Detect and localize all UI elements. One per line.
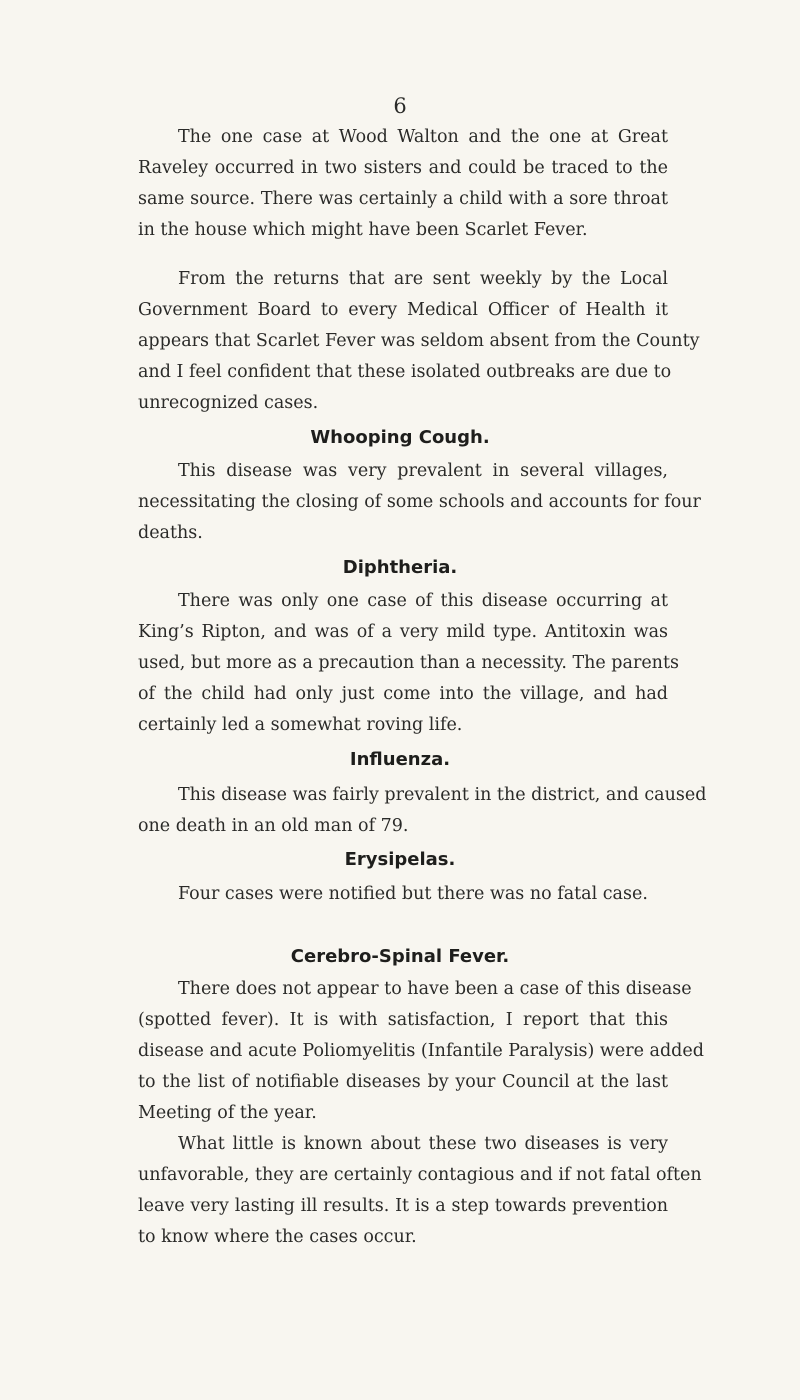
text-line: deaths. bbox=[138, 523, 203, 543]
paragraph-scarlet-fever-cases bbox=[138, 122, 668, 246]
text-line: certainly led a somewhat roving life. bbox=[138, 715, 463, 735]
paragraph-influenza bbox=[138, 780, 707, 842]
text-line: Four cases were notified but there was no fatal case. bbox=[178, 884, 648, 904]
text-line: (spotted fever). It is with satisfaction, I report that this bbox=[138, 1010, 668, 1030]
text-line: This disease was very prevalent in several villages, bbox=[178, 461, 668, 481]
text-line: disease and acute Poliomyelitis (Infantile Paralysis) were added bbox=[138, 1041, 704, 1061]
text-line: From the returns that are sent weekly by the Local bbox=[178, 269, 668, 289]
text-line: What little is known about these two diseases is very bbox=[178, 1134, 668, 1154]
paragraph-closing bbox=[138, 1129, 702, 1253]
text-line: appears that Scarlet Fever was seldom absent from the County bbox=[138, 331, 700, 351]
text-line: The one case at Wood Walton and the one at Great bbox=[178, 127, 668, 147]
text-line: leave very lasting ill results. It is a step towards prevention bbox=[138, 1196, 668, 1216]
text-line: of the child had only just come into the village, and had bbox=[138, 684, 668, 704]
text-line: unrecognized cases. bbox=[138, 393, 319, 413]
text-line: to know where the cases occur. bbox=[138, 1227, 417, 1247]
text-line: in the house which might have been Scarlet Fever. bbox=[138, 220, 588, 240]
text-line: King’s Ripton, and was of a very mild type. Antitoxin was bbox=[138, 622, 668, 642]
text-line: unfavorable, they are certainly contagious and if not fatal often bbox=[138, 1165, 702, 1185]
text-line: to the list of notifiable diseases by your Council at the last bbox=[138, 1072, 668, 1092]
page-number: 6 bbox=[393, 94, 407, 118]
text-line: and I feel confident that these isolated outbreaks are due to bbox=[138, 362, 672, 382]
text-line: necessitating the closing of some schools and accounts for four bbox=[138, 492, 701, 512]
text-line: This disease was fairly prevalent in the district, and caused bbox=[178, 785, 707, 805]
text-line: same source. There was certainly a child with a sore throat bbox=[138, 189, 668, 209]
paragraph-cerebro-spinal-fever bbox=[138, 974, 704, 1129]
text-line: one death in an old man of 79. bbox=[138, 816, 409, 836]
text-line: There does not appear to have been a case of this disease bbox=[178, 979, 692, 999]
text-line: There was only one case of this disease occurring at bbox=[178, 591, 668, 611]
text-line: used, but more as a precaution than a necessity. The parents bbox=[138, 653, 679, 673]
paragraph-erysipelas bbox=[138, 879, 668, 910]
heading-influenza: Influenza. bbox=[349, 749, 451, 770]
paragraph-whooping-cough bbox=[138, 456, 701, 549]
text-line: Raveley occurred in two sisters and could be traced to the bbox=[138, 158, 668, 178]
heading-whooping-cough: Whooping Cough. bbox=[310, 427, 490, 448]
text-line: Government Board to every Medical Officer of Health it bbox=[138, 300, 668, 320]
heading-diphtheria: Diphtheria. bbox=[342, 557, 458, 578]
heading-erysipelas: Erysipelas. bbox=[344, 849, 456, 870]
paragraph-local-government-returns bbox=[138, 264, 700, 419]
paragraph-diphtheria bbox=[138, 586, 679, 741]
heading-cerebro-spinal-fever: Cerebro-Spinal Fever. bbox=[290, 946, 510, 967]
text-line: Meeting of the year. bbox=[138, 1103, 317, 1123]
